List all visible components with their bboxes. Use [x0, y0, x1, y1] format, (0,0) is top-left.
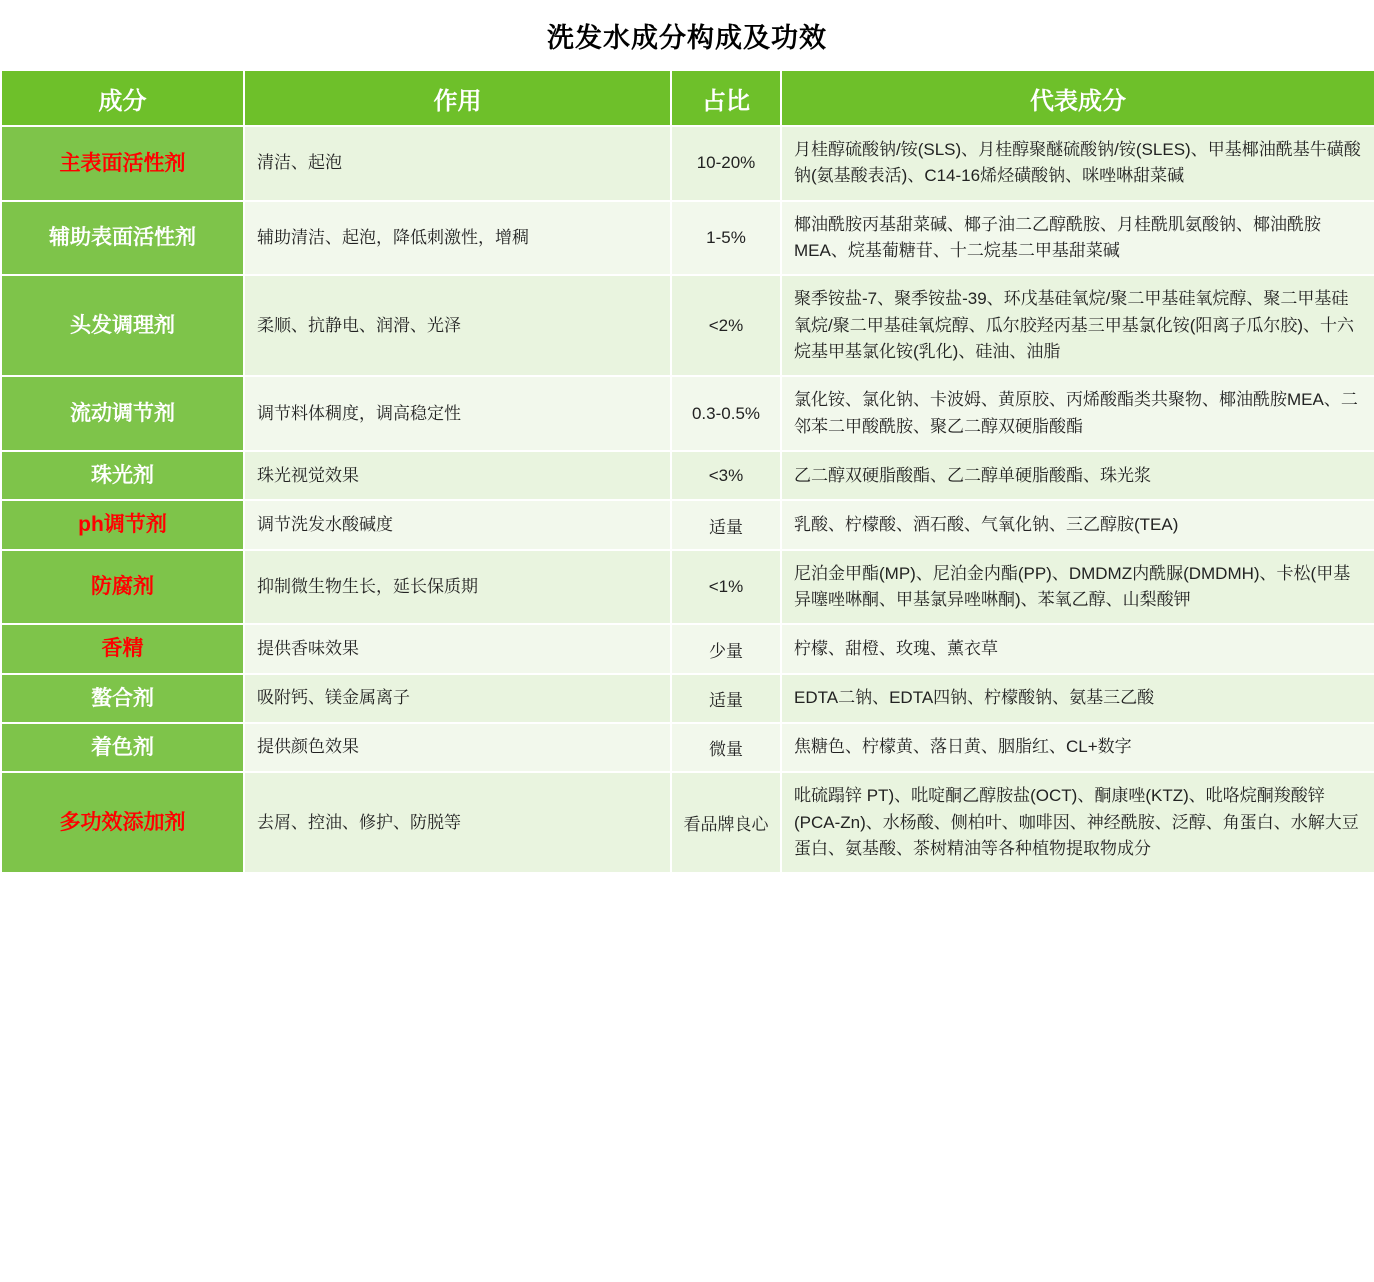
- cell-ingredient-name: 主表面活性剂: [1, 126, 244, 201]
- table-row: [1, 275, 1374, 376]
- cell-function: 清洁、起泡: [244, 126, 671, 201]
- cell-representative: 焦糖色、柠檬黄、落日黄、胭脂红、CL+数字: [781, 723, 1374, 772]
- cell-percentage: 少量: [671, 624, 781, 673]
- cell-function: 调节料体稠度，调高稳定性: [244, 376, 671, 451]
- cell-representative: 吡硫蹋锌 PT)、吡啶酮乙醇胺盐(OCT)、酮康唑(KTZ)、吡咯烷酮羧酸锌(PCA-Zn)、水杨酸、侧柏叶、咖啡因、神经酰胺、泛醇、角蛋白、水解大豆蛋白、氨基酸、茶树精油等各种植物提取物成分: [781, 772, 1374, 873]
- cell-percentage: 0.3-0.5%: [671, 376, 781, 451]
- page-title: 洗发水成分构成及功效: [547, 23, 827, 53]
- cell-representative: 椰油酰胺丙基甜菜碱、椰子油二乙醇酰胺、月桂酰肌氨酸钠、椰油酰胺MEA、烷基葡糖苷、十二烷基二甲基甜菜碱: [781, 201, 1374, 276]
- table-row: [1, 674, 1374, 723]
- cell-function: 提供颜色效果: [244, 723, 671, 772]
- cell-representative: 乙二醇双硬脂酸酯、乙二醇单硬脂酸酯、珠光浆: [781, 451, 1374, 500]
- table-row: [1, 126, 1374, 201]
- cell-function: 去屑、控油、修护、防脱等: [244, 772, 671, 873]
- cell-percentage: 适量: [671, 674, 781, 723]
- cell-ingredient-name: 香精: [1, 624, 244, 673]
- cell-percentage: <2%: [671, 275, 781, 376]
- cell-representative: 氯化铵、氯化钠、卡波姆、黄原胶、丙烯酸酯类共聚物、椰油酰胺MEA、二邻苯二甲酸酰胺、聚乙二醇双硬脂酸酯: [781, 376, 1374, 451]
- column-header-function: 作用: [244, 70, 671, 126]
- cell-function: 辅助清洁、起泡，降低刺激性，增稠: [244, 201, 671, 276]
- cell-function: 抑制微生物生长，延长保质期: [244, 550, 671, 625]
- table-header: [1, 70, 1374, 126]
- cell-representative: 柠檬、甜橙、玫瑰、薰衣草: [781, 624, 1374, 673]
- cell-ingredient-name: 珠光剂: [1, 451, 244, 500]
- table-row: [1, 550, 1374, 625]
- table-row: [1, 723, 1374, 772]
- table-row: [1, 624, 1374, 673]
- ingredients-table: [0, 69, 1374, 874]
- cell-function: 提供香味效果: [244, 624, 671, 673]
- cell-representative: 聚季铵盐-7、聚季铵盐-39、环戊基硅氧烷/聚二甲基硅氧烷醇、聚二甲基硅氧烷/聚二甲基硅氧烷醇、瓜尔胶羟丙基三甲基氯化铵(阳离子瓜尔胶)、十六烷基甲基氯化铵(乳化)、硅油、油脂: [781, 275, 1374, 376]
- cell-ingredient-name: 螯合剂: [1, 674, 244, 723]
- cell-ingredient-name: 头发调理剂: [1, 275, 244, 376]
- cell-ingredient-name: 着色剂: [1, 723, 244, 772]
- cell-percentage: 10-20%: [671, 126, 781, 201]
- cell-representative: 月桂醇硫酸钠/铵(SLS)、月桂醇聚醚硫酸钠/铵(SLES)、甲基椰油酰基牛磺酸钠(氨基酸表活)、C14-16烯烃磺酸钠、咪唑啉甜菜碱: [781, 126, 1374, 201]
- cell-percentage: 适量: [671, 500, 781, 549]
- cell-ingredient-name: ph调节剂: [1, 500, 244, 549]
- cell-function: 吸附钙、镁金属离子: [244, 674, 671, 723]
- cell-representative: EDTA二钠、EDTA四钠、柠檬酸钠、氨基三乙酸: [781, 674, 1374, 723]
- cell-percentage: 看品牌良心: [671, 772, 781, 873]
- cell-percentage: 1-5%: [671, 201, 781, 276]
- table-row: [1, 772, 1374, 873]
- table-row: [1, 500, 1374, 549]
- cell-representative: 乳酸、柠檬酸、酒石酸、气氧化钠、三乙醇胺(TEA): [781, 500, 1374, 549]
- cell-percentage: <1%: [671, 550, 781, 625]
- cell-ingredient-name: 防腐剂: [1, 550, 244, 625]
- cell-function: 调节洗发水酸碱度: [244, 500, 671, 549]
- table-body: [1, 126, 1374, 873]
- cell-function: 珠光视觉效果: [244, 451, 671, 500]
- cell-function: 柔顺、抗静电、润滑、光泽: [244, 275, 671, 376]
- cell-representative: 尼泊金甲酯(MP)、尼泊金内酯(PP)、DMDMZ内酰脲(DMDMH)、卡松(甲基异噻唑啉酮、甲基氯异唑啉酮)、苯氧乙醇、山梨酸钾: [781, 550, 1374, 625]
- cell-ingredient-name: 多功效添加剂: [1, 772, 244, 873]
- column-header-representative: 代表成分: [781, 70, 1374, 126]
- cell-percentage: 微量: [671, 723, 781, 772]
- cell-ingredient-name: 辅助表面活性剂: [1, 201, 244, 276]
- cell-ingredient-name: 流动调节剂: [1, 376, 244, 451]
- table-row: [1, 376, 1374, 451]
- table-row: [1, 451, 1374, 500]
- cell-percentage: <3%: [671, 451, 781, 500]
- table-row: [1, 201, 1374, 276]
- column-header-ingredient: 成分: [1, 70, 244, 126]
- table-header-row: [1, 70, 1374, 126]
- column-header-percentage: 占比: [671, 70, 781, 126]
